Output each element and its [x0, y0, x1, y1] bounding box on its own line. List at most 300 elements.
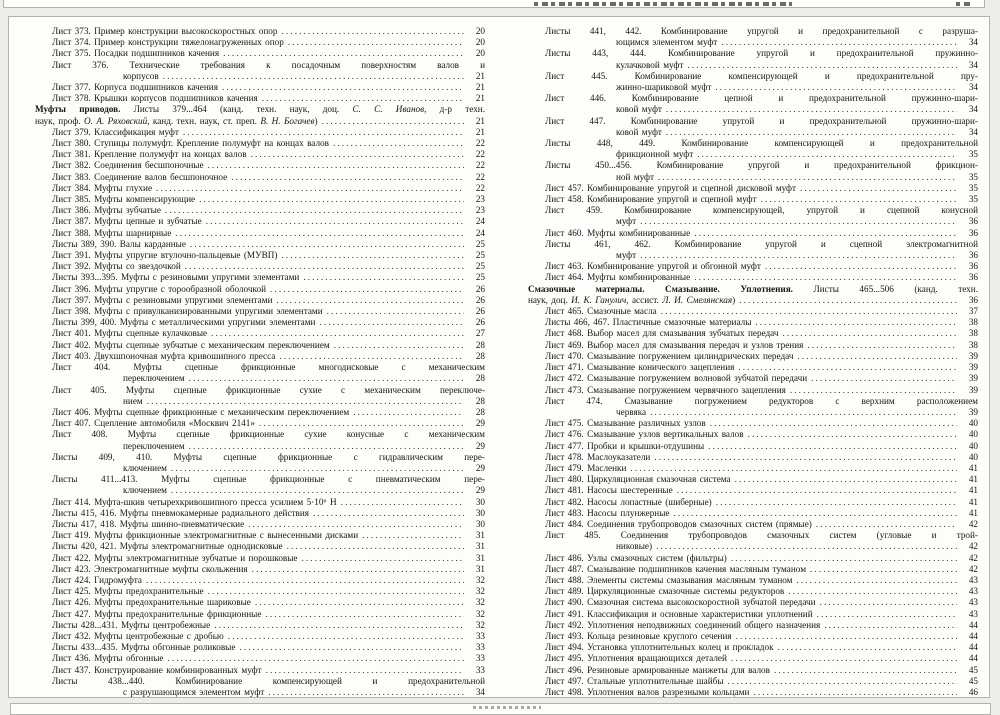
page-number: 32: [475, 597, 485, 608]
toc-entry-text: Лист 494. Установка уплотнительных колец и прокладок: [545, 642, 774, 653]
toc-entry-line: [35, 676, 485, 687]
toc-entry-text: Лист 384. Муфты глухие: [52, 182, 153, 193]
page-number: 21: [475, 93, 485, 104]
leader-dots: [199, 194, 464, 205]
toc-entry: [528, 93, 978, 115]
author-name: С. С. Иванов: [352, 104, 425, 115]
toc-entry-text: [528, 295, 735, 306]
leader-dots: [206, 216, 464, 227]
toc-entry: [35, 340, 485, 351]
toc-entry-lastline: [528, 452, 978, 463]
toc-entry-lastline: [528, 183, 978, 194]
toc-text-run: Лист 376. Технические требования к посадочным поверхностям валов и: [52, 59, 485, 70]
leader-dots: [266, 665, 464, 676]
toc-entry: [35, 183, 485, 194]
toc-entry: [35, 60, 485, 82]
page-number: 39: [968, 384, 978, 395]
toc-entry: [35, 48, 485, 59]
toc-entry-text: Листы 399, 400. Муфты с металлическими упругими элементами: [52, 317, 316, 328]
leader-dots: [189, 441, 464, 452]
toc-entry: [528, 597, 978, 608]
toc-entry: [528, 228, 978, 239]
toc-entry: [35, 597, 485, 608]
toc-text-run: Листы 443, 444. Комбинирование упругой и предохранительной пружинно-: [545, 48, 978, 59]
toc-entry-lastline: [35, 575, 485, 586]
toc-entry-text: Лист 478. Маслоуказатели: [545, 451, 651, 462]
toc-entry-text: Лист 460. Муфты комбинированные: [545, 227, 691, 238]
toc-entry-lastline: [35, 138, 485, 149]
toc-entry-lastline: [35, 48, 485, 59]
toc-entry-text: Лист 491. Классификация и основные характеристики уплотнений: [545, 608, 813, 619]
leader-dots: [753, 687, 957, 698]
page-number: 21: [475, 70, 485, 81]
leader-dots: [362, 530, 464, 541]
toc-entry-line: [528, 205, 978, 216]
leader-dots: [790, 385, 957, 396]
toc-entry: [35, 609, 485, 620]
toc-entry-text: Лист 472. Смазывание погружением волновой зубчатой передачи: [545, 373, 808, 384]
toc-text-run: ): [314, 115, 318, 126]
toc-entry-text: Листы 466, 467. Пластичные смазочные материалы: [545, 317, 752, 328]
page-number: 25: [475, 238, 485, 249]
toc-entry: [528, 429, 978, 440]
toc-entry-text: Лист 397. Муфты с резиновыми упругими элементами: [52, 294, 273, 305]
toc-entry: [35, 362, 485, 384]
toc-text-run: ): [732, 294, 736, 305]
cut-off-text-artifact: [473, 706, 541, 709]
toc-entry: [35, 295, 485, 306]
page-number: 23: [475, 205, 485, 216]
toc-entry-text: Лист 437. Конструирование комбинированных муфт: [52, 664, 262, 675]
leader-dots: [778, 642, 957, 653]
toc-entry-text: Лист 398. Муфты с привулканизированными упругими элементами: [52, 306, 323, 317]
toc-entry-lastline: [35, 194, 485, 205]
toc-entry: [528, 362, 978, 373]
page-number: 45: [968, 664, 978, 675]
leader-dots: [654, 452, 957, 463]
leader-dots: [251, 149, 464, 160]
toc-entry-lastline: [35, 351, 485, 362]
toc-entry-line: [35, 452, 485, 463]
toc-entry: [35, 452, 485, 474]
page-number: 35: [968, 149, 978, 160]
leader-dots: [728, 676, 957, 687]
toc-entry-lastline: [528, 228, 978, 239]
toc-entry-text: Лист 483. Насосы плунжерные: [545, 507, 670, 518]
toc-section-entry: [528, 284, 978, 306]
leader-dots: [731, 553, 957, 564]
toc-entry: [528, 317, 978, 328]
page-number: 20: [475, 48, 485, 59]
leader-dots: [302, 553, 464, 564]
page-number: 26: [475, 317, 485, 328]
leader-dots: [167, 653, 464, 664]
toc-entry-text: ключением: [123, 485, 167, 496]
toc-entry-lastline: [35, 250, 485, 261]
toc-entry-lastline: [35, 317, 485, 328]
toc-entry-lastline: [35, 665, 485, 676]
toc-entry-lastline: [35, 653, 485, 664]
toc-entry: [35, 575, 485, 586]
toc-entry-lastline: [528, 385, 978, 396]
toc-entry-lastline: [35, 564, 485, 575]
page-number: 40: [968, 451, 978, 462]
toc-entry: [35, 149, 485, 160]
leader-dots: [175, 228, 464, 239]
toc-text-run: Лист 408. Муфты сцепные фрикционные сухие конусные с механическим: [52, 429, 485, 440]
toc-entry: [528, 385, 978, 396]
toc-entry-text: переключением: [123, 373, 185, 384]
page-number: 28: [475, 339, 485, 350]
toc-entry-lastline: [35, 441, 485, 452]
leader-dots: [165, 205, 464, 216]
toc-entry: [528, 194, 978, 205]
toc-text-run: Листы 379...464 (канд. техн. наук, доц.: [120, 104, 353, 115]
page-number: 23: [475, 194, 485, 205]
leader-dots: [788, 586, 957, 597]
leader-dots: [640, 250, 957, 261]
page-number: 42: [968, 552, 978, 563]
page-number: 42: [968, 563, 978, 574]
leader-dots: [796, 575, 957, 586]
page-number: 28: [475, 406, 485, 417]
toc-entry-line: [528, 138, 978, 149]
toc-entry-text: Лист 385. Муфты компенсирующие: [52, 194, 196, 205]
next-page-edge: [10, 703, 991, 715]
page-number: 31: [475, 541, 485, 552]
leader-dots: [146, 575, 464, 586]
toc-entry-lastline: [35, 530, 485, 541]
leader-dots: [710, 418, 957, 429]
page-number: 36: [968, 294, 978, 305]
toc-entry-text: Лист 377. Корпуса подшипников качения: [52, 82, 218, 93]
toc-entry: [35, 351, 485, 362]
toc-entry: [528, 373, 978, 384]
toc-entry-line: [528, 284, 978, 295]
toc-entry-text: Лист 406. Муфты сцепные фрикционные с механическим переключением: [52, 406, 350, 417]
leader-dots: [208, 586, 464, 597]
page-number: 25: [475, 261, 485, 272]
leader-dots: [798, 351, 958, 362]
page-number: 38: [968, 317, 978, 328]
toc-entry-text: Лист 425. Муфты предохранительные: [52, 586, 204, 597]
toc-entry: [528, 665, 978, 676]
leader-dots: [783, 328, 957, 339]
toc-entry: [35, 250, 485, 261]
toc-entry-lastline: [528, 597, 978, 608]
leader-dots: [817, 609, 957, 620]
page-number: 40: [968, 440, 978, 451]
toc-entry-text: Лист 468. Выбор масел для смазывания зубчатых передач: [545, 328, 779, 339]
toc-entry-line: [528, 396, 978, 407]
leader-dots: [656, 541, 957, 552]
leader-dots: [736, 631, 957, 642]
page-number: 32: [475, 608, 485, 619]
leader-dots: [341, 497, 464, 508]
toc-entry-text: Лист 403. Двухшпоночная муфта кривошипного пресса: [52, 350, 276, 361]
page-number: 32: [475, 619, 485, 630]
toc-text-run: Листы 450...456. Комбинирование упругой и предохранительной фрикцион-: [545, 160, 978, 171]
toc-entry: [528, 452, 978, 463]
page-number: 30: [475, 518, 485, 529]
toc-entry-text: Лист 379. Классификация муфт: [52, 126, 179, 137]
toc-entry-text: Лист 463. Комбинирование упругой и обгонной муфт: [545, 261, 761, 272]
toc-entry: [528, 653, 978, 664]
leader-dots: [319, 317, 464, 328]
toc-columns: [35, 26, 976, 698]
toc-entry-line: [528, 530, 978, 541]
toc-entry-line: [528, 239, 978, 250]
page-number: 33: [475, 630, 485, 641]
leader-dots: [281, 250, 464, 261]
cut-off-text-artifact: [534, 2, 792, 6]
toc-entry-text: червяка: [616, 406, 647, 417]
leader-dots: [810, 564, 957, 575]
toc-entry-lastline: [528, 37, 978, 48]
page-number: 25: [475, 250, 485, 261]
toc-entry-lastline: [528, 149, 978, 160]
toc-entry-text: Лист 458. Комбинирование упругой и сцепной муфт: [545, 194, 757, 205]
page-number: 22: [475, 149, 485, 160]
toc-entry-text: Лист 497. Стальные уплотнительные шайбы: [545, 675, 724, 686]
page-number: 35: [968, 182, 978, 193]
toc-entry: [528, 609, 978, 620]
toc-entry: [35, 530, 485, 541]
toc-entry-lastline: [35, 396, 485, 407]
toc-entry-text: Лист 373. Пример конструкции высокоскоростных опор: [52, 26, 278, 36]
page-number: 31: [475, 563, 485, 574]
toc-entry-text: Листы 393...395. Муфты с резиновыми упругими элементами: [52, 272, 300, 283]
toc-entry: [528, 586, 978, 597]
toc-entry-lastline: [528, 519, 978, 530]
page-number: 25: [475, 272, 485, 283]
toc-entry-text: ющимся элементом муфт: [616, 37, 718, 48]
toc-entry: [528, 239, 978, 261]
leader-dots: [223, 48, 464, 59]
toc-entry-lastline: [528, 575, 978, 586]
leader-dots: [761, 194, 957, 205]
cut-off-page-number-artifact: [956, 2, 972, 6]
toc-entry-text: Листы 389, 390. Валы карданные: [52, 238, 186, 249]
toc-entry: [35, 26, 485, 37]
page-number: 36: [968, 261, 978, 272]
toc-entry: [528, 687, 978, 698]
toc-text-run: Листы 461, 462. Комбинирование упругой и сцепной электромагнитной: [545, 238, 978, 249]
toc-entry: [35, 284, 485, 295]
toc-text-run: Лист 405. Муфты сцепные фрикционные сухие с механическим переключе-: [52, 384, 485, 395]
toc-entry: [35, 205, 485, 216]
toc-entry-lastline: [528, 474, 978, 485]
toc-entry-text: муфт: [616, 250, 637, 261]
toc-entry-lastline: [528, 261, 978, 272]
toc-entry-text: Лист 469. Выбор масел для смазывания передач и узлов трения: [545, 339, 804, 350]
page-number: 24: [475, 227, 485, 238]
page-number: 39: [968, 373, 978, 384]
page-number: 20: [475, 26, 485, 36]
leader-dots: [694, 272, 957, 283]
toc-text-run: Лист 459. Комбинирование компенсирующей, упругой и сцепной конусной: [545, 205, 978, 216]
page-number: 41: [968, 496, 978, 507]
toc-entry: [528, 328, 978, 339]
toc-entry-lastline: [528, 172, 978, 183]
toc-entry: [35, 385, 485, 407]
leader-dots: [222, 82, 464, 93]
toc-text-run: , ассист.: [626, 294, 663, 305]
toc-entry-lastline: [35, 497, 485, 508]
leader-dots: [630, 463, 957, 474]
leader-dots: [333, 138, 464, 149]
toc-entry-line: [35, 60, 485, 71]
toc-entry-lastline: [528, 541, 978, 552]
toc-entry: [528, 116, 978, 138]
toc-entry-lastline: [35, 284, 485, 295]
page-number: 39: [968, 362, 978, 373]
leader-dots: [279, 351, 464, 362]
toc-entry-text: Лист 423. Электромагнитные муфты скольжения: [52, 563, 248, 574]
toc-entry: [35, 306, 485, 317]
toc-entry-lastline: [528, 653, 978, 664]
page-number: 22: [475, 182, 485, 193]
toc-entry-text: никовые): [616, 541, 653, 552]
toc-entry: [528, 553, 978, 564]
toc-entry: [35, 160, 485, 171]
page-number: 26: [475, 306, 485, 317]
toc-entry-lastline: [528, 351, 978, 362]
toc-entry-text: Лист 488. Элементы системы смазывания масляным туманом: [545, 574, 793, 585]
toc-entry-lastline: [35, 228, 485, 239]
toc-entry-lastline: [528, 665, 978, 676]
toc-entry-lastline: [528, 194, 978, 205]
page-number: 39: [968, 350, 978, 361]
toc-entry-text: Лист 490. Смазочная система высокоскоростной зубчатой передачи: [545, 597, 816, 608]
toc-entry-line: [528, 116, 978, 127]
toc-entry: [528, 497, 978, 508]
toc-entry-lastline: [35, 687, 485, 698]
toc-entry-lastline: [35, 418, 485, 429]
page-number: 44: [968, 619, 978, 630]
page-number: 24: [475, 216, 485, 227]
toc-entry-lastline: [35, 407, 485, 418]
leader-dots: [666, 104, 957, 115]
page-number: 33: [475, 664, 485, 675]
toc-entry-line: [528, 71, 978, 82]
toc-entry: [528, 48, 978, 70]
toc-entry-line: [35, 429, 485, 440]
toc-entry-text: Лист 496. Резиновые армированные манжеты для валов: [545, 664, 770, 675]
toc-text-run: Листы 441, 442. Комбинирование упругой и предохранительной с разруша-: [545, 26, 978, 36]
leader-dots: [171, 485, 464, 496]
toc-entry-line: [528, 93, 978, 104]
toc-entry-text: Лист 486. Узлы смазочных систем (фильтры): [545, 552, 727, 563]
toc-text-run: наук, доц.: [528, 294, 572, 305]
toc-entry-lastline: [35, 609, 485, 620]
toc-entry-text: [35, 116, 318, 127]
toc-entry-lastline: [35, 261, 485, 272]
page-number: 33: [475, 642, 485, 653]
toc-entry-line: [35, 104, 485, 115]
author-name: И. К. Ганулич: [571, 294, 627, 305]
page-number: 37: [968, 306, 978, 317]
toc-entry: [35, 653, 485, 664]
leader-dots: [211, 328, 464, 339]
page-number: 20: [475, 37, 485, 48]
toc-entry-lastline: [35, 620, 485, 631]
toc-entry-text: ключением: [123, 462, 167, 473]
toc-entry-lastline: [35, 586, 485, 597]
toc-entry: [528, 508, 978, 519]
page-number: 34: [968, 59, 978, 70]
toc-entry: [35, 418, 485, 429]
toc-text-run: Лист 445. Комбинирование компенсирующей и предохранительной пру-: [545, 70, 978, 81]
toc-entry-text: ковой муфт: [616, 126, 662, 137]
page-number: 32: [475, 574, 485, 585]
toc-entry-lastline: [35, 93, 485, 104]
toc-entry: [528, 306, 978, 317]
toc-entry-lastline: [35, 239, 485, 250]
page-number: 26: [475, 283, 485, 294]
toc-entry-text: Лист 480. Циркуляционная смазочная система: [545, 474, 731, 485]
toc-entry: [528, 71, 978, 93]
leader-dots: [807, 340, 957, 351]
toc-entry: [528, 564, 978, 575]
toc-entry: [528, 631, 978, 642]
toc-entry: [528, 519, 978, 530]
page-number: 21: [475, 82, 485, 93]
toc-text-run: Лист 447. Комбинирование упругой и предохранительной пружинно-шари-: [545, 115, 978, 126]
toc-entry-lastline: [35, 340, 485, 351]
leader-dots: [171, 463, 464, 474]
toc-entry: [528, 183, 978, 194]
author-name: В. Н. Богачев: [260, 115, 315, 126]
toc-entry-text: Лист 484. Соединения трубопроводов смазочных систем (прямые): [545, 518, 812, 529]
previous-page-edge: [3, 0, 985, 8]
toc-entry-lastline: [35, 116, 485, 127]
author-name: О. А. Ряховский: [84, 115, 148, 126]
toc-entry-text: переключением: [123, 440, 185, 451]
toc-text-run: Лист 474. Смазывание погружением редукторов с верхним расположением: [545, 395, 978, 406]
leader-dots: [687, 60, 957, 71]
leader-dots: [189, 373, 464, 384]
toc-entry-line: [35, 385, 485, 396]
toc-entry: [35, 37, 485, 48]
toc-entry: [528, 205, 978, 227]
toc-entry-lastline: [35, 463, 485, 474]
page-number: 46: [968, 686, 978, 697]
toc-entry-lastline: [528, 620, 978, 631]
toc-entry-text: Лист 476. Смазывание узлов вертикальных валов: [545, 429, 744, 440]
leader-dots: [697, 149, 957, 160]
toc-entry-text: Лист 492. Уплотнения неподвижных соединений общего назначения: [545, 619, 821, 630]
leader-dots: [755, 317, 957, 328]
page-number: 38: [968, 339, 978, 350]
author-name: Л. И. Смелянская: [662, 294, 733, 305]
leader-dots: [228, 631, 464, 642]
page-number: 41: [968, 485, 978, 496]
toc-entry-text: Лист 493. Кольца резиновые круглого сечения: [545, 630, 732, 641]
leader-dots: [214, 620, 464, 631]
toc-entry-lastline: [528, 418, 978, 429]
page-number: 36: [968, 272, 978, 283]
toc-entry-text: Лист 464. Муфты комбинированные: [545, 272, 691, 283]
toc-entry-text: Лист 378. Крышки корпусов подшипников качения: [52, 93, 258, 104]
leader-dots: [731, 653, 957, 664]
page-number: 34: [968, 126, 978, 137]
page-number: 22: [475, 160, 485, 171]
page-number: 28: [475, 350, 485, 361]
toc-entry-text: муфт: [616, 216, 637, 227]
toc-entry: [35, 317, 485, 328]
page-number: 29: [475, 440, 485, 451]
